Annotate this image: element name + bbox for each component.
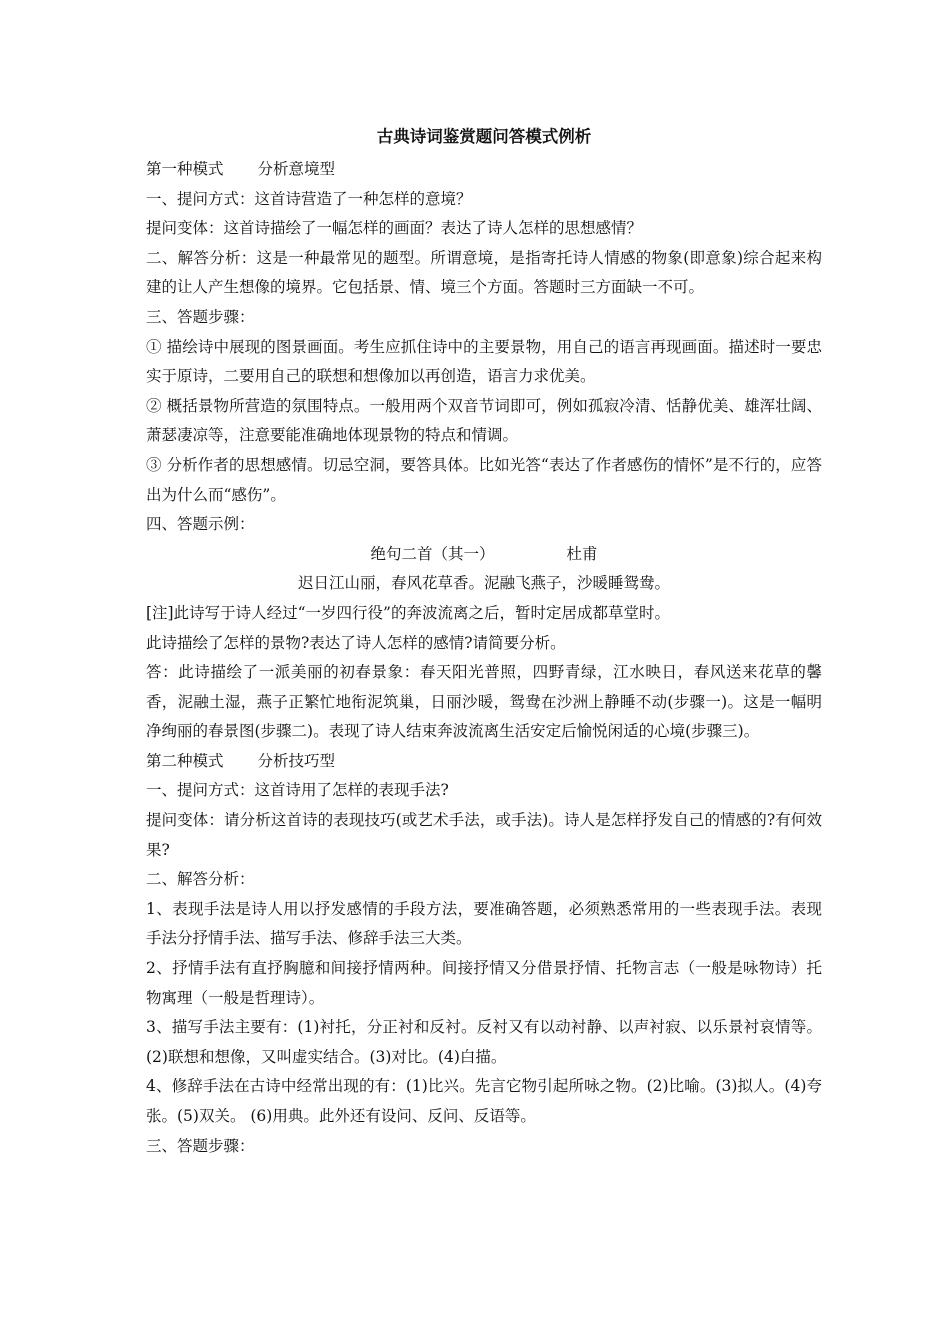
mode1-example-question: 此诗描绘了怎样的景物?表达了诗人怎样的感情?请简要分析。: [146, 633, 566, 652]
document-body: [146, 126, 822, 1161]
mode1-step-1: ① 描绘诗中展现的图景画面。考生应抓住诗中的主要景物，用自己的语言再现画面。描述时一要忠实于原诗，二要用自己的联想和想像加以再创造，语言力求优美。: [146, 337, 822, 386]
mode1-analysis: 二、解答分析：这是一种最常见的题型。所谓意境，是指寄托诗人情感的物象(即意象)综合起来构建的让人产生想像的境界。它包括景、情、境三个方面。答题时三方面缺一不可。: [146, 248, 822, 297]
mode1-example-answer: 答：此诗描绘了一派美丽的初春景象：春天阳光普照，四野青绿，江水映日，春风送来花草的馨香，泥融土湿，燕子正繁忙地衔泥筑巢，日丽沙暖，鸳鸯在沙洲上静睡不动(步骤一)。这是一幅明净绚丽的春景图(步骤二)。表现了诗人结束奔波流离生活安定后愉悦闲适的心境(步骤三)。: [146, 663, 822, 741]
poem-note: [注]此诗写于诗人经过“一岁四行役”的奔波流离之后，暂时定居成都草堂时。: [146, 603, 670, 622]
mode1-question-way: 一、提问方式：这首诗营造了一种怎样的意境？: [146, 189, 472, 208]
mode2-point-3: 3、描写手法主要有：(1)衬托，分正衬和反衬。反衬又有以动衬静、以声衬寂、以乐景衬哀情等。(2)联想和想像，又叫虚实结合。(3)对比。(4)白描。: [146, 1018, 822, 1066]
mode2-question-way: 一、提问方式：这首诗用了怎样的表现手法?: [146, 781, 449, 800]
mode2-heading: [146, 747, 822, 777]
page-title: 古典诗词鉴赏题问答模式例析: [376, 127, 592, 146]
mode1-heading-label: 第一种模式: [146, 160, 224, 178]
mode1-heading: [146, 155, 822, 185]
poem-text: 迟日江山丽，春风花草香。泥融飞燕子，沙暖睡鸳鸯。: [297, 574, 670, 593]
mode2-steps-title: 三、答题步骤：: [146, 1136, 255, 1155]
mode1-step-2: ② 概括景物所营造的氛围特点。一般用两个双音节词即可，例如孤寂冷清、恬静优美、雄浑壮阔、萧瑟凄凉等，注意要能准确地体现景物的特点和情调。: [146, 396, 822, 445]
poem-author: 杜甫: [566, 544, 598, 563]
mode2-point-2: 2、抒情手法有直抒胸臆和间接抒情两种。间接抒情又分借景抒情、托物言志（一般是咏物诗）托物寓理（一般是哲理诗）。: [146, 959, 822, 1007]
mode1-step-3: ③ 分析作者的思想感情。切忌空洞，要答具体。比如光答“表达了作者感伤的情怀”是不行的，应答出为什么而“感伤”。: [146, 455, 822, 504]
mode1-heading-name: 分析意境型: [257, 160, 336, 178]
mode1-question-variant: 提问变体：这首诗描绘了一幅怎样的画面？表达了诗人怎样的思想感情？: [146, 219, 643, 238]
mode1-example-title: 四、答题示例：: [146, 515, 255, 534]
mode2-analysis-title: 二、解答分析：: [146, 870, 255, 889]
mode2-question-variant: 提问变体：请分析这首诗的表现技巧(或艺术手法，或手法)。诗人是怎样抒发自己的情感的?有何效果?: [146, 811, 822, 859]
mode2-point-4: 4、修辞手法在古诗中经常出现的有：(1)比兴。先言它物引起所咏之物。(2)比喻。(3)拟人。(4)夸张。(5)双关。 (6)用典。此外还有设问、反问、反语等。: [146, 1077, 822, 1125]
mode2-point-1: 1、表现手法是诗人用以抒发感情的手段方法，要准确答题，必须熟悉常用的一些表现手法。表现手法分抒情手法、描写手法、修辞手法三大类。: [146, 899, 822, 948]
mode1-steps-title: 三、答题步骤：: [146, 307, 255, 326]
mode2-heading-label: 第二种模式: [146, 751, 224, 770]
poem-heading: [146, 540, 822, 570]
mode2-heading-name: 分析技巧型: [257, 751, 336, 770]
poem-title: 绝句二首（其一）: [370, 544, 495, 563]
